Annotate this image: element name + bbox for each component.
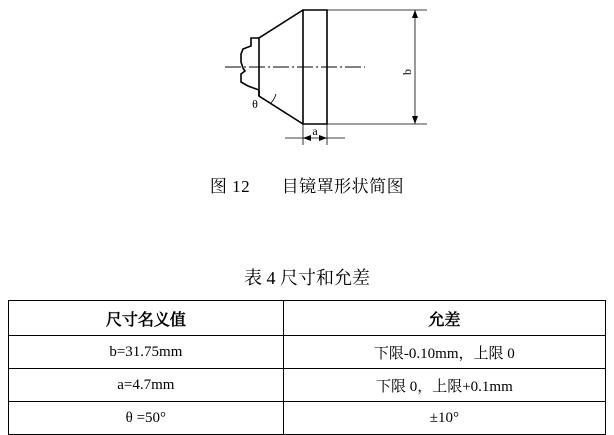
figure-caption-text: 目镜罩形状简图 — [281, 177, 405, 196]
table-cell-nominal: b=31.75mm — [9, 336, 284, 369]
table-cell-tolerance: 下限-0.10mm，上限 0 — [283, 336, 605, 369]
table-caption: 表 4 尺寸和允差 — [244, 268, 370, 288]
table-header-nominal: 尺寸名义值 — [9, 301, 284, 336]
eyepiece-shape-svg — [215, 2, 475, 152]
dimensions-table — [8, 300, 606, 435]
flange-outline — [241, 38, 259, 90]
b-arrow-bottom — [412, 116, 418, 124]
table-cell-nominal: θ =50° — [9, 402, 284, 435]
label-a: a — [312, 124, 318, 138]
a-arrow-right — [319, 135, 327, 141]
b-arrow-top — [412, 10, 418, 18]
label-b: b — [400, 69, 414, 75]
table-row — [9, 369, 606, 402]
a-arrow-left — [303, 135, 311, 141]
theta-arc — [271, 94, 276, 103]
table-header-row — [9, 301, 606, 336]
table-cell-nominal: a=4.7mm — [9, 369, 284, 402]
table-row — [9, 336, 606, 369]
table-header-tolerance: 允差 — [283, 301, 605, 336]
table-cell-tolerance: 下限 0，上限+0.1mm — [283, 369, 605, 402]
label-theta: θ — [252, 97, 258, 111]
figure-caption-number: 图 12 — [209, 177, 251, 196]
table-cell-tolerance: ±10° — [283, 402, 605, 435]
figure-caption — [0, 172, 614, 197]
figure-eyepiece-cup-diagram — [0, 0, 614, 160]
